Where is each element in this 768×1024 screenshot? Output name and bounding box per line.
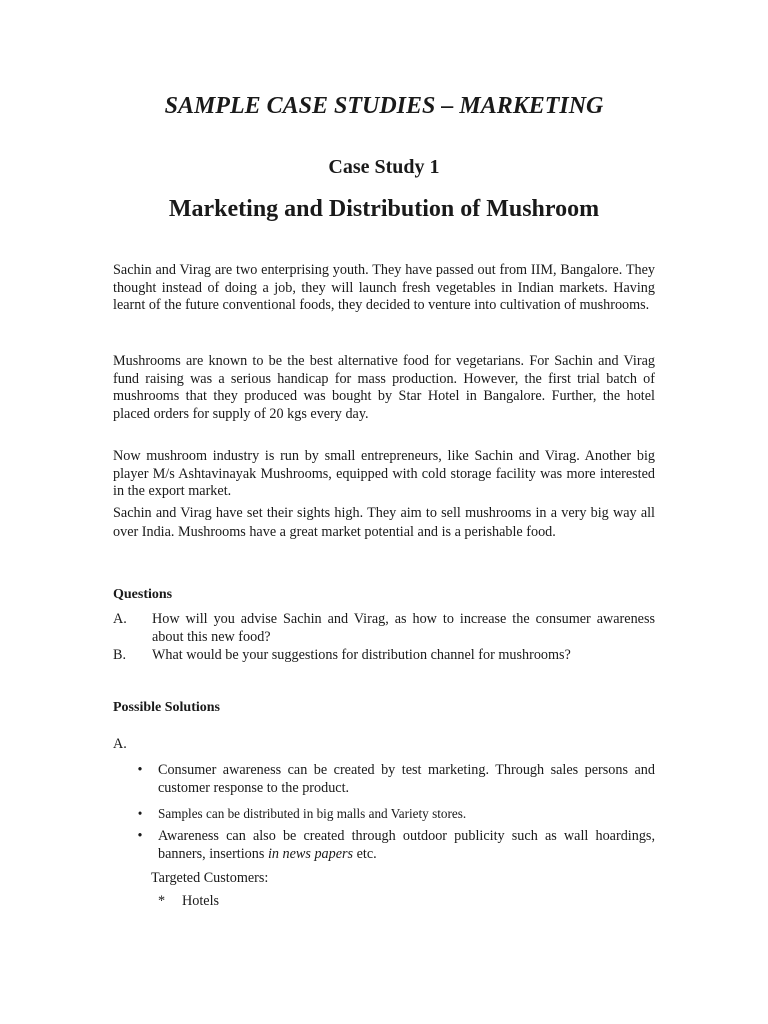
bullet-text: Samples can be distributed in big malls and Variety stores. <box>158 806 467 821</box>
targeted-customers-label: Targeted Customers: <box>151 870 269 886</box>
question-letter: B. <box>113 647 127 663</box>
question-text: How will you advise Sachin and Virag, as how to increase the consumer awareness about this new food? <box>152 611 655 645</box>
question-item <box>113 611 655 646</box>
paragraph-intro: Sachin and Virag are two enterprising youth. They have passed out from IIM, Bangalore. They thought instead of doing a job, they will launch fresh vegetables in Indian markets. Having learnt of the future conventional foods, they decided to venture into cultivation of mushrooms. <box>113 262 655 313</box>
bullet-icon: • <box>137 806 143 821</box>
bullet-text <box>158 828 655 863</box>
bullet-text: Consumer awareness can be created by test marketing. Through sales persons and customer response to the product. <box>158 762 655 796</box>
question-letter: A. <box>113 611 127 627</box>
solutions-heading: Possible Solutions <box>113 700 220 715</box>
question-item <box>113 647 655 665</box>
asterisk-icon: * <box>158 893 166 909</box>
case-study-heading: Marketing and Distribution of Mushroom <box>168 196 600 222</box>
questions-heading: Questions <box>113 587 173 602</box>
bullet-text-italic: in news papers <box>267 845 354 862</box>
solution-letter: A. <box>113 736 127 752</box>
customer-list-item <box>158 893 219 910</box>
paragraph-funding: Mushrooms are known to be the best alternative food for vegetarians. For Sachin and Virag fund raising was a serious handicap for mass production. However, the first trial batch of mushrooms that they produced was bought by Star Hotel in Bangalore. Further, the hotel placed orders for supply of 20 kgs every day. <box>113 353 655 422</box>
paragraph-ambition: Sachin and Virag have set their sights high. They aim to sell mushrooms in a very big way all over India. Mushrooms have a great market potential and is a perishable food. <box>113 505 655 540</box>
case-study-label: Case Study 1 <box>328 156 440 178</box>
bullet-icon: • <box>137 762 143 778</box>
bullet-icon: • <box>137 828 143 844</box>
document-title: SAMPLE CASE STUDIES – MARKETING <box>164 93 604 119</box>
question-text: What would be your suggestions for distribution channel for mushrooms? <box>152 647 571 663</box>
customer-list-text: Hotels <box>182 893 220 909</box>
bullet-text-part: Awareness can also be created through outdoor publicity such as wall hoardings, banners, insertions <box>158 828 655 862</box>
solution-bullet <box>133 805 655 823</box>
solution-bullet <box>133 828 655 863</box>
paragraph-industry: Now mushroom industry is run by small entrepreneurs, like Sachin and Virag. Another big player M/s Ashtavinayak Mushrooms, equipped with cold storage facility was more interested in the export market. <box>113 448 655 499</box>
solution-bullet <box>133 762 655 797</box>
bullet-text-part: etc. <box>353 845 377 862</box>
